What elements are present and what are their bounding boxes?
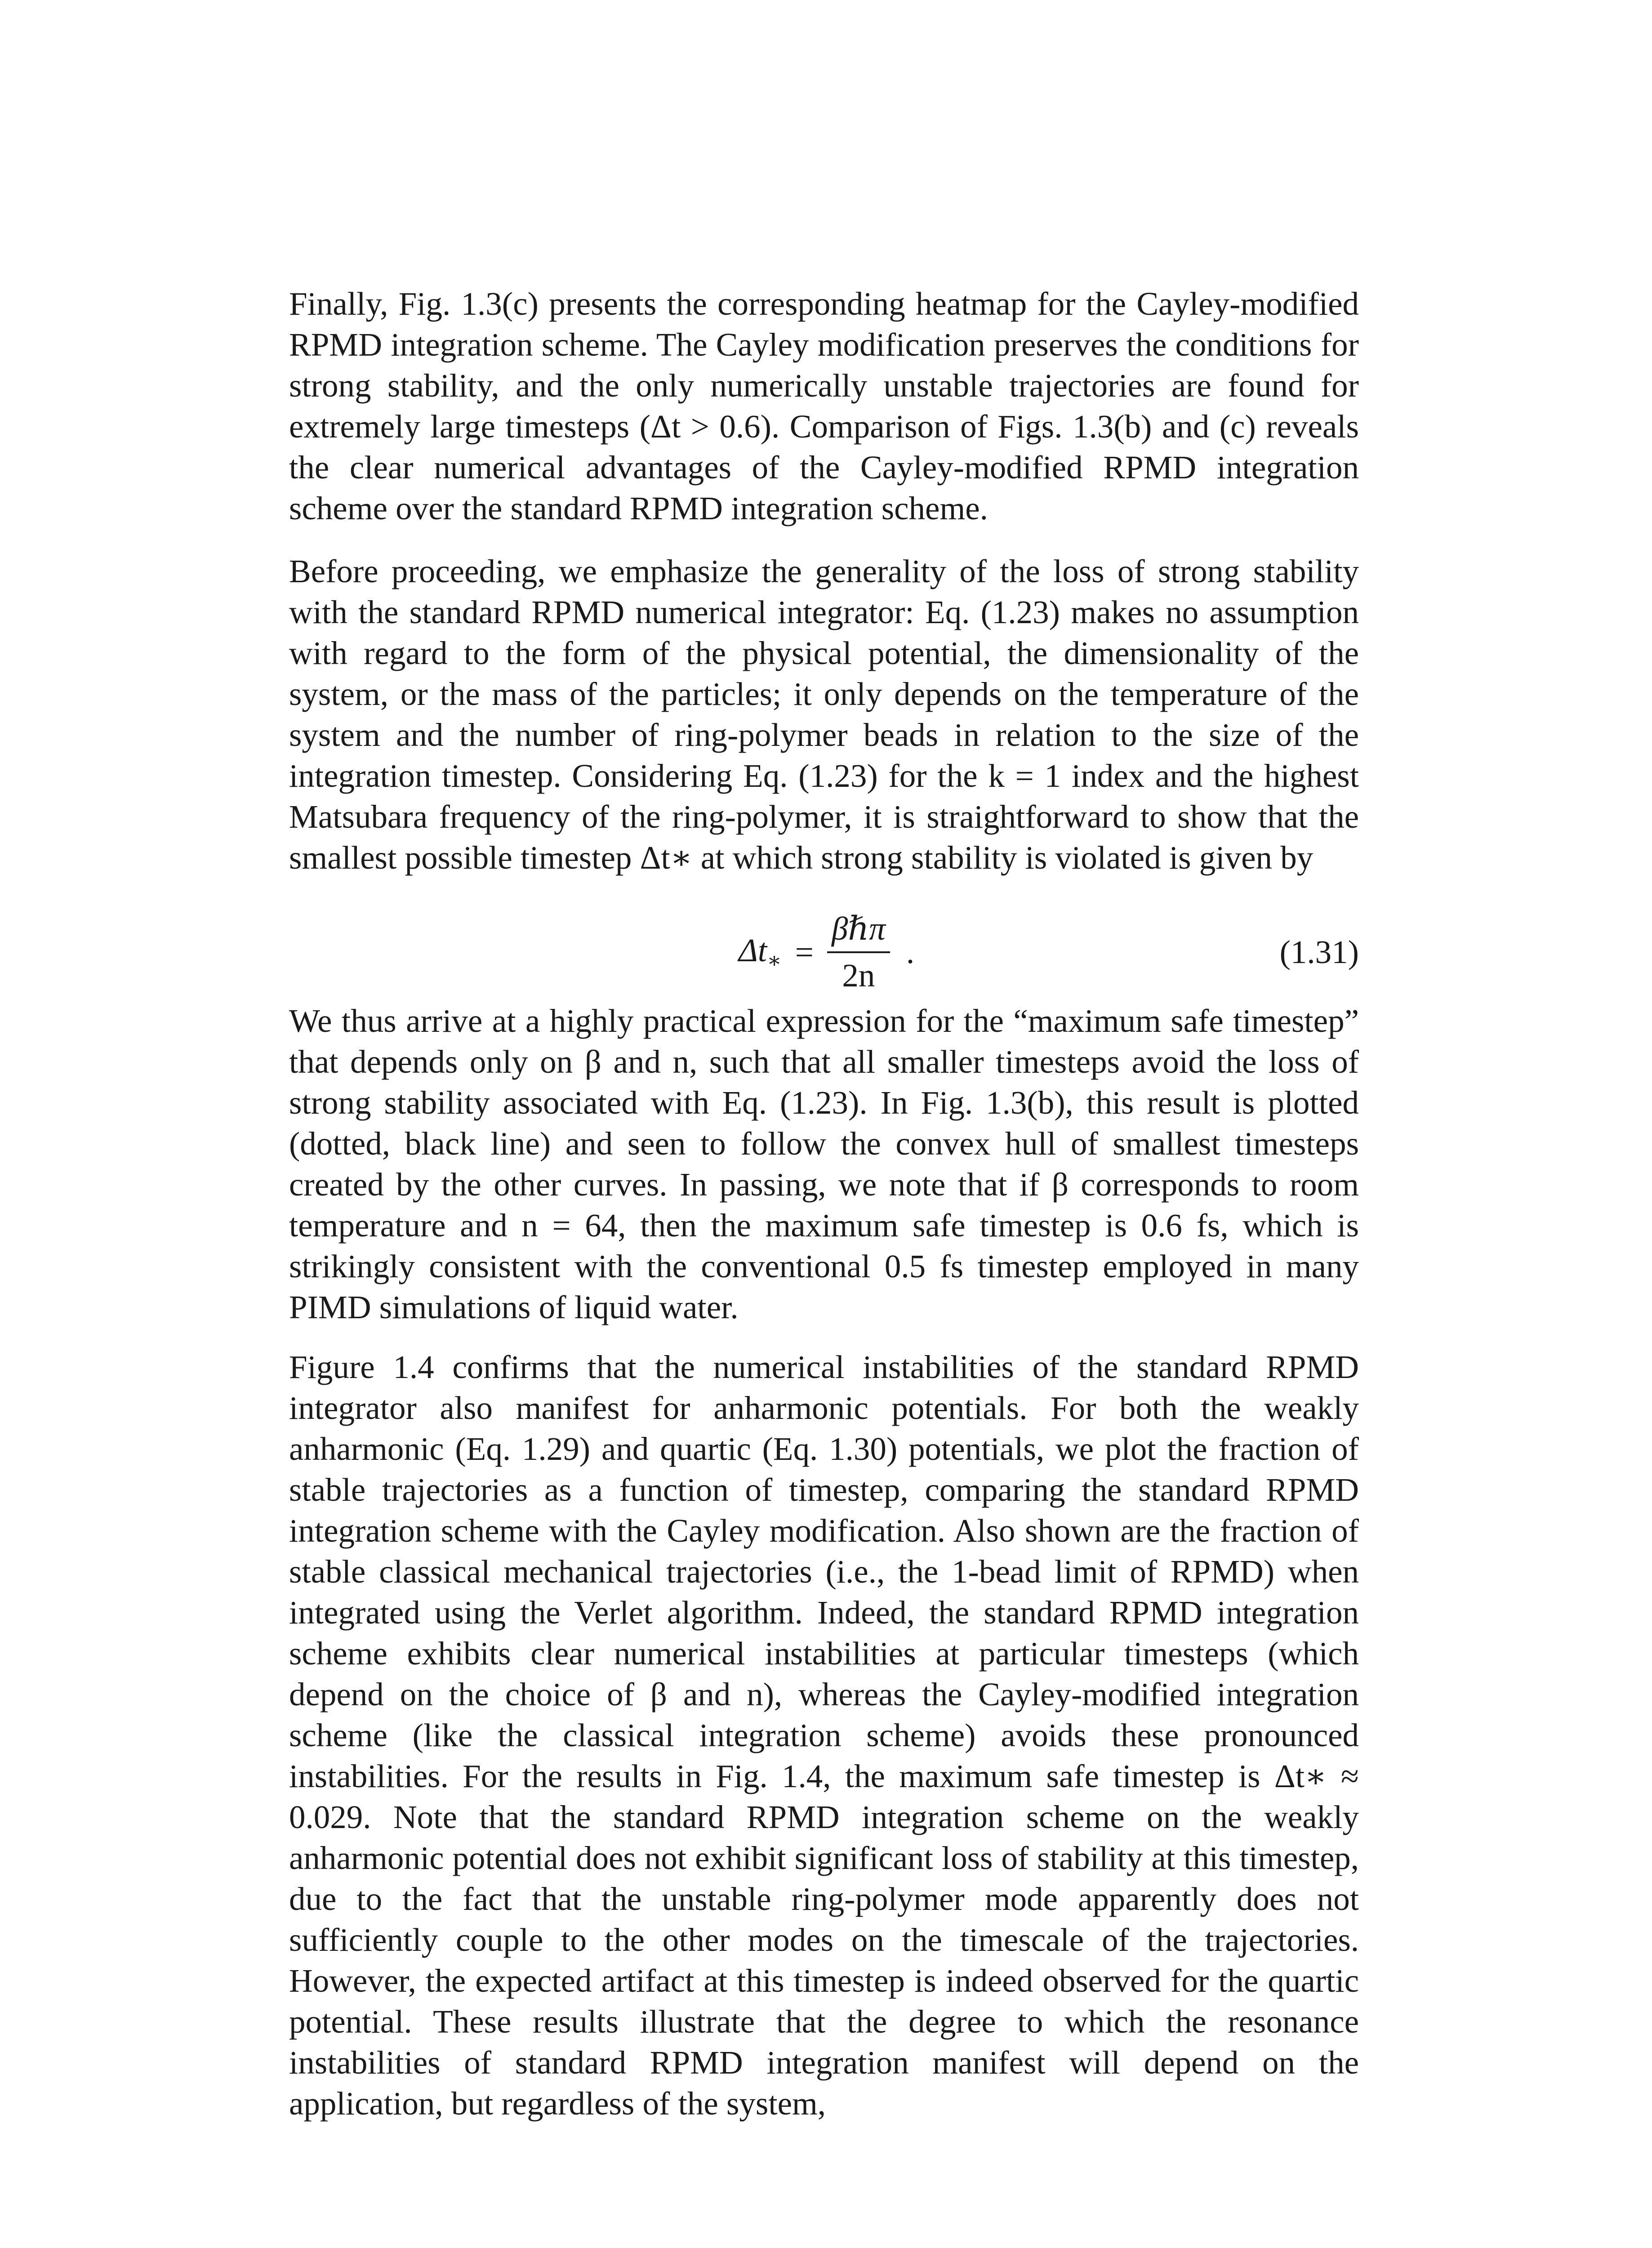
equation-fraction	[827, 909, 890, 995]
equation-lhs-subscript: ∗	[767, 949, 782, 972]
paragraph-generality: Before proceeding, we emphasize the generality of the loss of strong stability with the standard RPMD numerical integrator: Eq. (1.23) makes no assumption with regard to the form of the physical potential, the dimensionality of the system, or the mass of the particles; it only depends on the temperature of the system and the number of ring-polymer beads in relation to the size of the integration timestep. Considering Eq. (1.23) for the k = 1 index and the highest Matsubara frequency of the ring-polymer, it is straightforward to show that the smallest possible timestep Δt∗ at which strong stability is violated is given by	[289, 553, 1359, 876]
paragraph-cayley-heatmap: Finally, Fig. 1.3(c) presents the corresponding heatmap for the Cayley-modified RPMD integration scheme. The Cayley modification preserves the conditions for strong stability, and the only numerically unstable trajectories are found for extremely large timesteps (Δt > 0.6). Comparison of Figs. 1.3(b) and (c) reveals the clear numerical advantages of the Cayley-modified RPMD integration scheme over the standard RPMD integration scheme.	[289, 285, 1359, 526]
equation-trailing-period: .	[906, 934, 915, 970]
paragraph-anharmonic: Figure 1.4 confirms that the numerical instabilities of the standard RPMD integrator also manifest for anharmonic potentials. For both the weakly anharmonic (Eq. 1.29) and quartic (Eq. 1.30) potentials, we plot the fraction of stable trajectories as a function of timestep, comparing the standard RPMD integration scheme with the Cayley modification. Also shown are the fraction of stable classical mechanical trajectories (i.e., the 1-bead limit of RPMD) when integrated using the Verlet algorithm. Indeed, the standard RPMD integration scheme exhibits clear numerical instabilities at particular timesteps (which depend on the choice of β and n), whereas the Cayley-modified integration scheme (like the classical integration scheme) avoids these pronounced instabilities. For the results in Fig. 1.4, the maximum safe timestep is Δt∗ ≈ 0.029. Note that the standard RPMD integration scheme on the weakly anharmonic potential does not exhibit significant loss of stability at this timestep, due to the fact that the unstable ring-polymer mode apparently does not sufficiently couple to the other modes on the timescale of the trajectories. However, the expected artifact at this timestep is indeed observed for the quartic potential. These results illustrate that the degree to which the resonance instabilities of standard RPMD integration manifest will depend on the application, but regardless of the system,	[289, 1349, 1359, 2122]
equation-equals: =	[795, 934, 814, 970]
equation-denominator: 2n	[842, 957, 875, 994]
equation-1-31	[289, 903, 1359, 1006]
paragraph-safe-timestep: We thus arrive at a highly practical expression for the “maximum safe timestep” that depends only on β and n, such that all smaller timesteps avoid the loss of strong stability associated with Eq. (1.23). In Fig. 1.3(b), this result is plotted (dotted, black line) and seen to follow the convex hull of smallest timesteps created by the other curves. In passing, we note that if β corresponds to room temperature and n = 64, then the maximum safe timestep is 0.6 fs, which is strikingly consistent with the conventional 0.5 fs timestep employed in many PIMD simulations of liquid water.	[289, 1003, 1359, 1325]
equation-lhs-symbol: Δt	[739, 932, 767, 968]
equation-lhs	[739, 932, 782, 973]
equation-body	[739, 903, 914, 1002]
equation-number: (1.31)	[1279, 934, 1359, 970]
equation-numerator: βℏπ	[827, 909, 890, 953]
